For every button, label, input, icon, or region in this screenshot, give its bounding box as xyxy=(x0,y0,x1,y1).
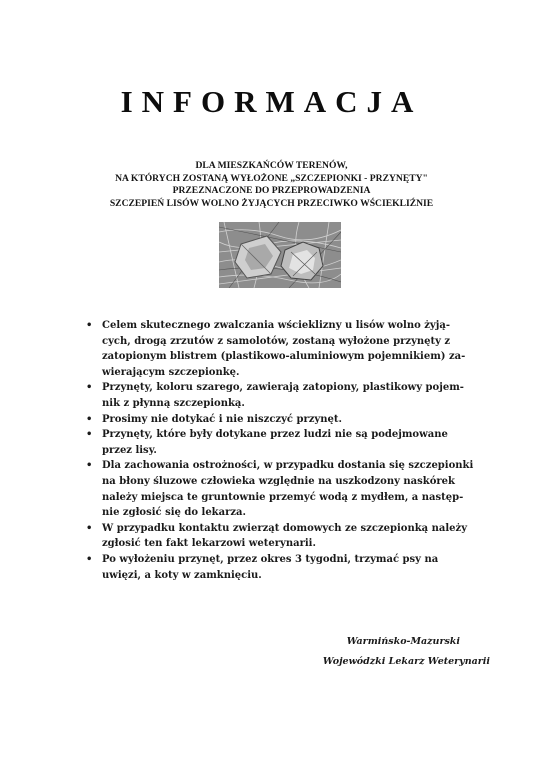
bullet-icon: • xyxy=(86,522,93,534)
list-item-line: Dla zachowania ostrożności, w przypadku dostania się szczepionki xyxy=(102,460,474,472)
list-item-line: zgłosić ten fakt lekarzowi weterynarii. xyxy=(102,538,316,550)
list-item xyxy=(86,552,486,583)
list-item-line: Prosimy nie dotykać i nie niszczyć przynęt. xyxy=(102,413,342,425)
signature-line-office: Warmińsko-Mazurski xyxy=(346,636,460,647)
list-item-line: Przynęty, które były dotykane przez ludzi nie są podejmowane xyxy=(102,429,448,441)
bullet-icon: • xyxy=(86,320,93,331)
list-item-line: nik z płynną szczepionką. xyxy=(102,397,245,409)
bullet-icon: • xyxy=(86,460,93,472)
list-item xyxy=(86,318,486,380)
list-item xyxy=(86,427,486,458)
list-item-line: Przynęty, koloru szarego, zawierają zatopiony, plastikowy pojem- xyxy=(102,382,464,394)
list-item-line: nie zgłosić się do lekarza. xyxy=(102,507,246,519)
bait-photo-image xyxy=(219,222,341,288)
instructions-list xyxy=(86,318,486,583)
list-item xyxy=(86,412,486,428)
signature-block xyxy=(290,632,490,672)
subtitle-line: SZCZEPIEŃ LISÓW WOLNO ŻYJĄCYCH PRZECIWKO WŚCIEKLIŹNIE xyxy=(109,197,434,209)
list-item-line: Po wyłożeniu przynęt, przez okres 3 tygodni, trzymać psy na xyxy=(102,553,439,565)
bullet-icon: • xyxy=(86,429,93,441)
bullet-icon: • xyxy=(86,413,93,425)
list-item-line: cych, drogą zrzutów z samolotów, zostaną wyłożone przynęty z xyxy=(102,335,451,347)
list-item xyxy=(86,458,486,520)
list-item-line: zatopionym blistrem (plastikowo-aluminiowym pojemnikiem) za- xyxy=(102,351,466,363)
page-title: INFORMACJA xyxy=(120,84,423,119)
list-item xyxy=(86,521,486,552)
bullet-icon: • xyxy=(86,382,93,394)
bullet-icon: • xyxy=(86,553,93,565)
list-item-line: należy miejsca te gruntownie przemyć wodą z mydłem, a następ- xyxy=(102,491,464,503)
list-item-line: przez lisy. xyxy=(102,444,157,456)
list-item xyxy=(86,380,486,411)
list-item-line: na błony śluzowe człowieka względnie na uszkodzony naskórek xyxy=(102,475,455,487)
list-item-line: Celem skutecznego zwalczania wścieklizny u lisów wolno żyją- xyxy=(102,320,450,331)
subtitle-line: PRZEZNACZONE DO PRZEPROWADZENIA xyxy=(172,185,371,197)
subtitle xyxy=(60,160,483,210)
list-item-line: wierającym szczepionkę. xyxy=(102,366,240,378)
bait-photo xyxy=(219,222,341,288)
subtitle-line: DLA MIESZKAŃCÓW TERENÓW, xyxy=(195,160,348,171)
subtitle-line: NA KTÓRYCH ZOSTANĄ WYŁOŻONE „SZCZEPIONKI - PRZYNĘTY" xyxy=(115,172,428,184)
signature-line-title: Wojewódzki Lekarz Weterynarii xyxy=(322,656,490,667)
list-item-line: W przypadku kontaktu zwierząt domowych ze szczepionką należy xyxy=(102,522,468,534)
list-item-line: uwięzi, a koty w zamknięciu. xyxy=(102,569,262,581)
